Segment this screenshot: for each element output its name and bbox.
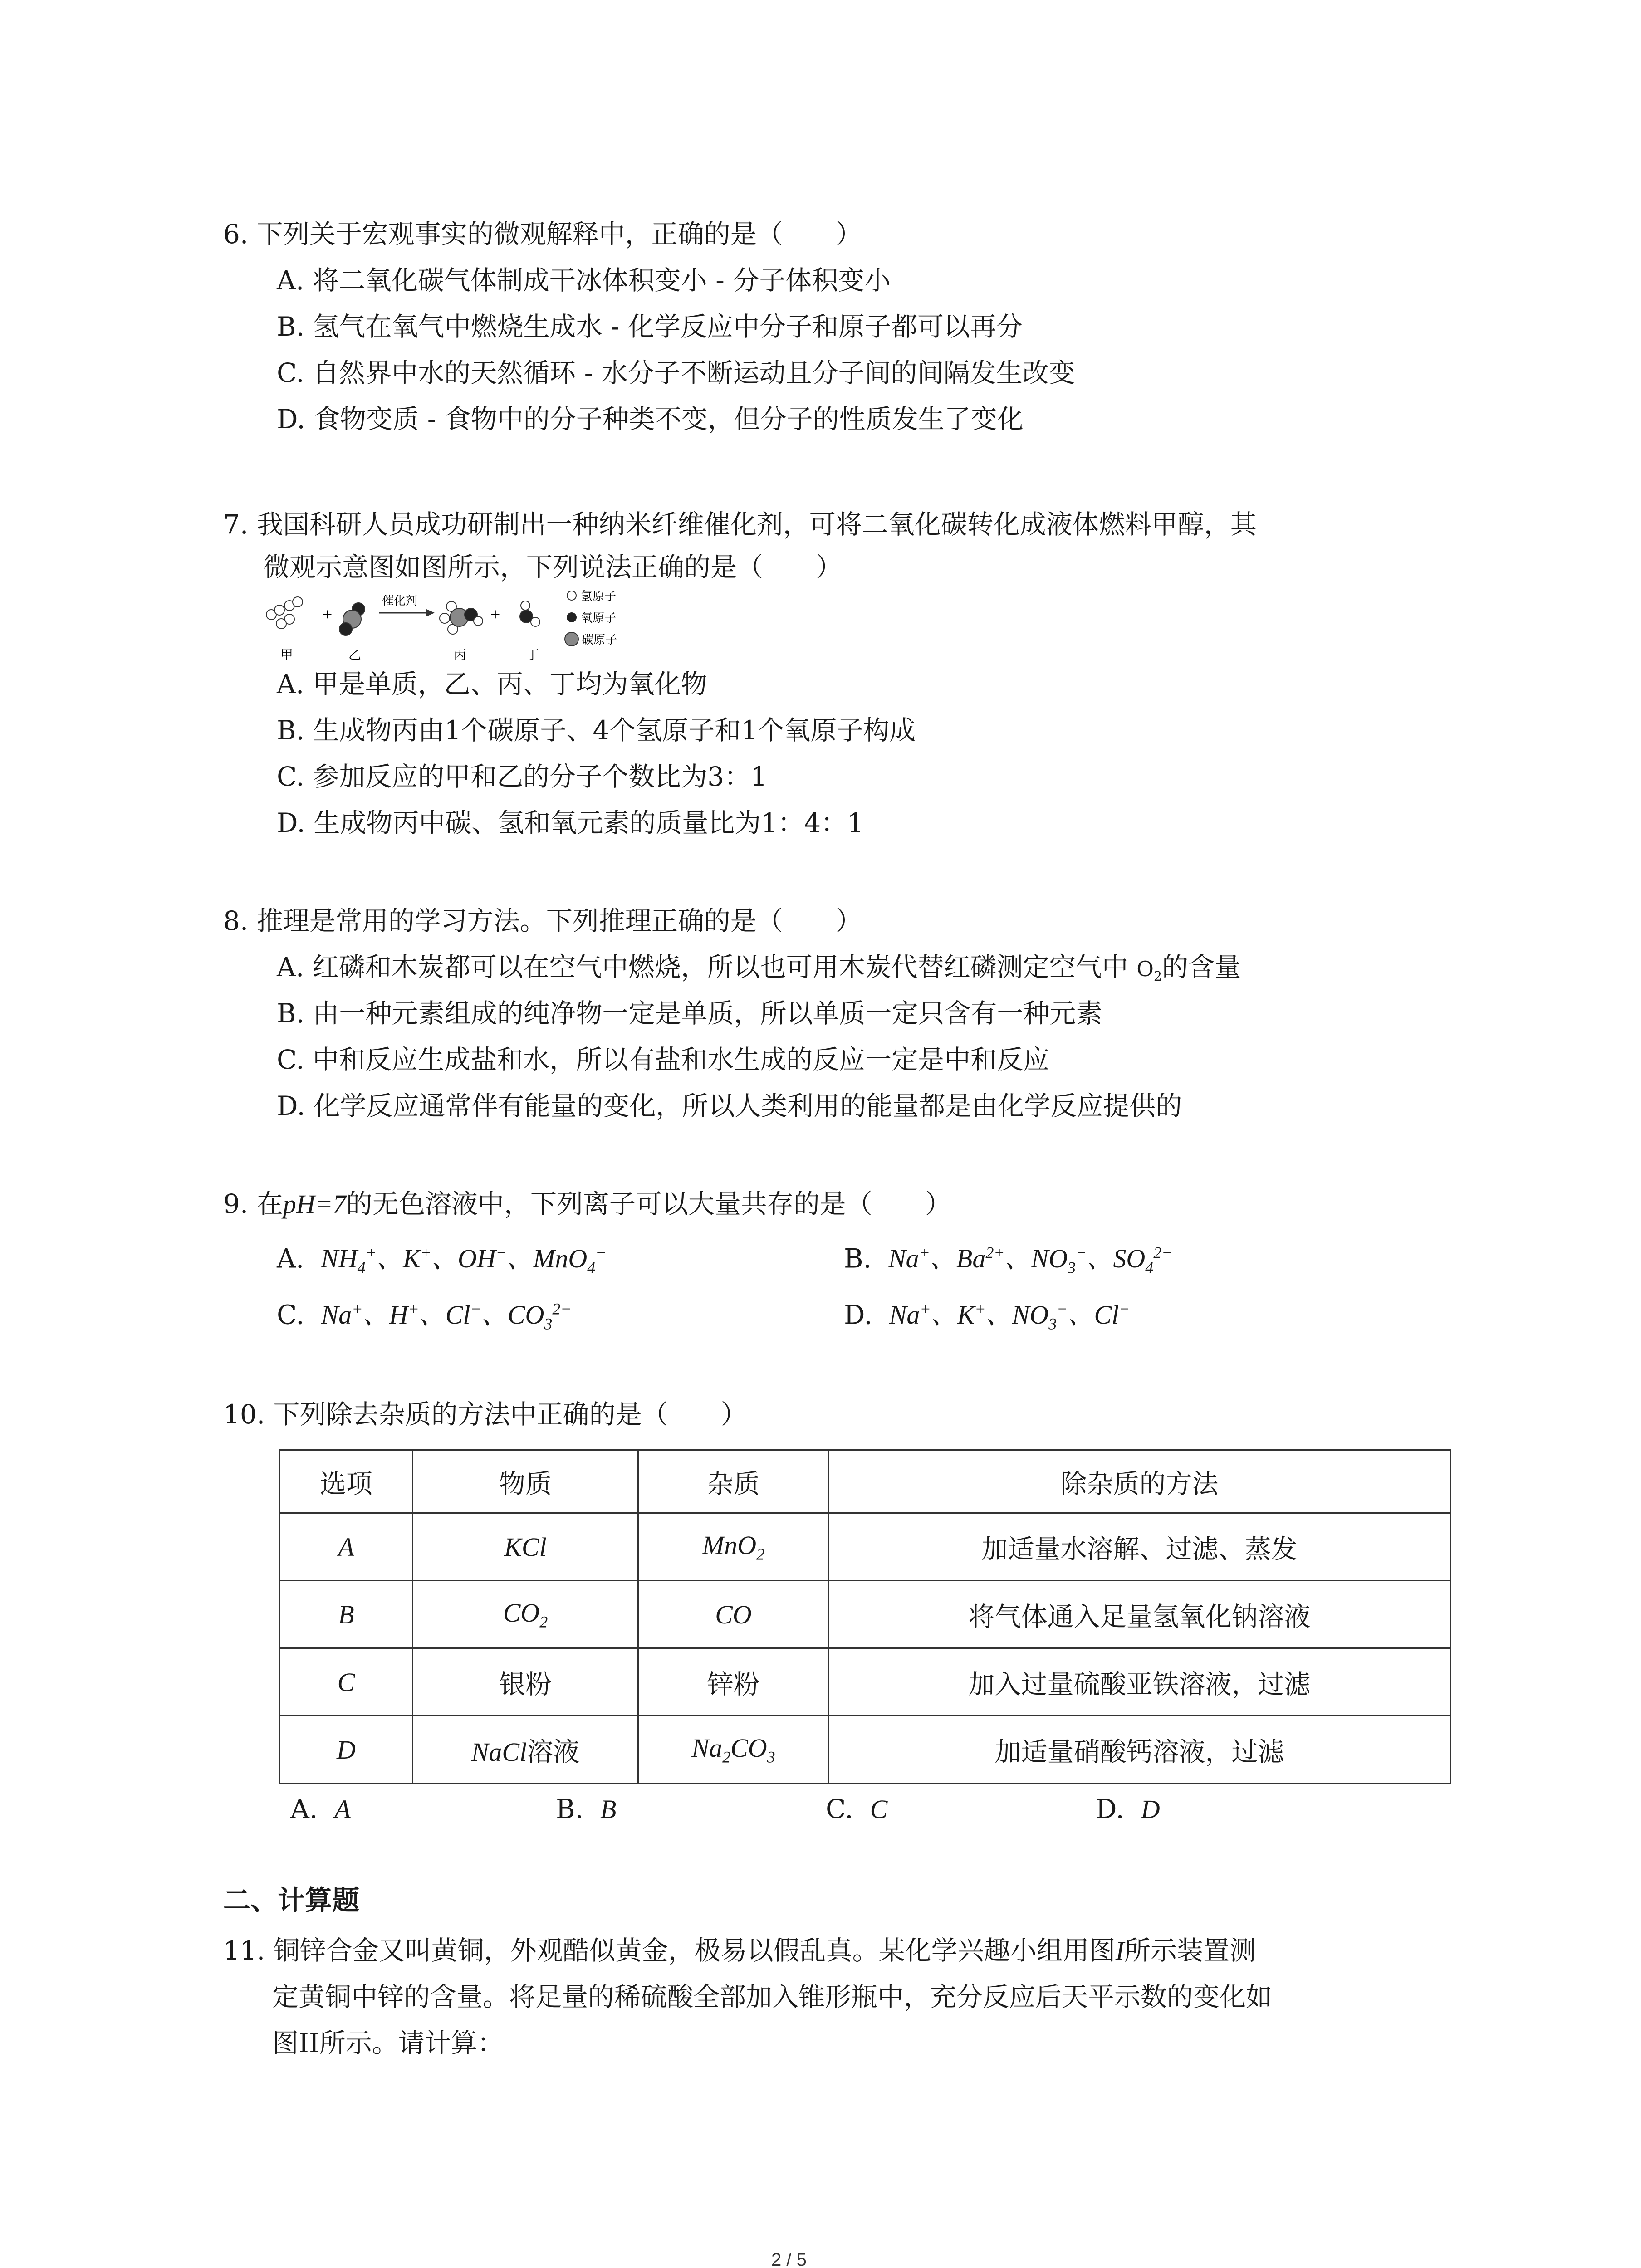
impurity-table <box>279 1449 1451 1784</box>
header-option: 选项 <box>280 1450 413 1513</box>
q8-stem: 8. 推理是常用的学习方法。下列推理正确的是（ ） <box>223 905 862 936</box>
table-row <box>280 1513 1450 1581</box>
q7-stem-line2: 微观示意图如图所示，下列说法正确的是（ ） <box>263 552 843 582</box>
q9-option-b: B. Na+、$Ba^{2+}$、$NO_3^-$、$SO_4^{2-}$ <box>844 1243 1173 1277</box>
cell-option: C <box>280 1648 413 1716</box>
header-substance: 物质 <box>413 1450 638 1513</box>
q9-option-d: D. Na+、K+、$NO_3^-$、Cl− <box>844 1299 1130 1333</box>
legend-h-label: 氢原子 <box>581 590 617 603</box>
q8-option-d: D. 化学反应通常伴有能量的变化，所以人类利用的能量都是由化学反应提供的 <box>277 1090 1182 1121</box>
q10-option-d: D. D <box>1096 1794 1160 1824</box>
q8-option-b: B. 由一种元素组成的纯净物一定是单质，所以单质一定只含有一种元素 <box>277 998 1102 1029</box>
header-impurity: 杂质 <box>638 1450 829 1513</box>
q8-a-tail: 的含量 <box>1162 952 1241 982</box>
molecule-ding <box>520 601 540 626</box>
cell-substance: 银粉 <box>413 1648 638 1716</box>
cell-option: B <box>280 1581 413 1648</box>
cell-method: 将气体通入足量氢氧化钠溶液 <box>829 1581 1450 1648</box>
q7-option-d: D. 生成物丙中碳、氢和氧元素的质量比为1：4：1 <box>277 807 864 838</box>
legend-c-icon <box>565 632 578 646</box>
cell-impurity: $Na_2CO_3$ <box>638 1716 829 1784</box>
section-title: 二、计算题 <box>223 1885 359 1916</box>
q9-stem: 9. 在pH=7的无色溶液中，下列离子可以大量共存的是（ ） <box>223 1188 951 1219</box>
cell-method: 加适量硝酸钙溶液，过滤 <box>829 1716 1450 1784</box>
q9-option-c: C. Na+、H+、Cl−、$CO_3^{2-}$ <box>277 1299 572 1333</box>
molecule-bing <box>440 601 483 634</box>
q10-option-a: A. A <box>290 1794 351 1824</box>
q7-stem-line1: 7. 我国科研人员成功研制出一种纳米纤维催化剂，可将二氧化碳转化成液体燃料甲醇，其 <box>223 509 1257 540</box>
q8-a-text: A. 红磷和木炭都可以在空气中燃烧，所以也可用木炭代替红磷测定空气中 <box>277 952 1137 982</box>
legend-h-icon <box>567 591 576 600</box>
cell-substance: NaCl溶液 <box>413 1716 638 1784</box>
table-row <box>280 1716 1450 1784</box>
legend-c-label: 碳原子 <box>582 633 617 647</box>
q6-option-c: C. 自然界中水的天然循环 - 水分子不断运动且分子间的间隔发生改变 <box>277 357 1075 388</box>
q10-option-c: C. C <box>826 1794 888 1824</box>
q6-option-a: A. 将二氧化碳气体制成干冰体积变小 - 分子体积变小 <box>277 265 891 296</box>
cell-impurity: MnO$_2$ <box>638 1513 829 1581</box>
q10-option-b: B. B <box>556 1794 617 1824</box>
cell-impurity: CO <box>638 1581 829 1648</box>
cell-substance: $CO_2$ <box>413 1581 638 1648</box>
q9-option-a: A. $NH_4^+$、K+、OH−、MnO$_4$− <box>277 1243 607 1277</box>
molecule-yi <box>339 603 365 635</box>
plus-sign-1: + <box>322 606 333 621</box>
cell-substance: KCl <box>413 1513 638 1581</box>
table-header-row <box>280 1450 1450 1513</box>
plus-sign-2: + <box>490 606 501 621</box>
label-ding: 丁 <box>526 647 539 662</box>
q11-line3: 图II所示。请计算： <box>272 2028 504 2058</box>
cell-option: D <box>280 1716 413 1784</box>
header-method: 除杂质的方法 <box>829 1450 1450 1513</box>
cell-method: 加入过量硫酸亚铁溶液，过滤 <box>829 1648 1450 1716</box>
q11-line2: 定黄铜中锌的含量。将足量的稀硫酸全部加入锥形瓶中，充分反应后天平示数的变化如 <box>272 1981 1273 2012</box>
q7-option-c: C. 参加反应的甲和乙的分子个数比为3：1 <box>277 761 767 792</box>
legend-o-icon <box>567 612 577 622</box>
q11-line1: 11. 铜锌合金又叫黄铜，外观酷似黄金，极易以假乱真。某化学兴趣小组用图I所示装置测 <box>223 1935 1256 1966</box>
label-yi: 乙 <box>348 647 362 662</box>
table-row <box>280 1581 1450 1648</box>
label-bing: 丙 <box>454 647 467 662</box>
cell-option: A <box>280 1513 413 1581</box>
cell-method: 加适量水溶解、过滤、蒸发 <box>829 1513 1450 1581</box>
legend-o-label: 氧原子 <box>581 611 617 625</box>
molecule-jia <box>266 597 303 629</box>
q6-option-b: B. 氢气在氧气中燃烧生成水 - 化学反应中分子和原子都可以再分 <box>277 311 1023 342</box>
page-number: 2 / 5 <box>771 2250 807 2268</box>
ph-formula: pH=7 <box>283 1189 346 1219</box>
q7-option-b: B. 生成物丙由1个碳原子、4个氢原子和1个氧原子构成 <box>277 715 916 746</box>
q8-option-c: C. 中和反应生成盐和水，所以有盐和水生成的反应一定是中和反应 <box>277 1044 1050 1075</box>
o2-formula: $O_2$ <box>1136 957 1162 984</box>
q7-option-a: A. 甲是单质，乙、丙、丁均为氧化物 <box>277 669 707 699</box>
arrow-head-icon <box>426 609 435 616</box>
q8-option-a <box>277 949 1241 995</box>
table-row <box>280 1648 1450 1716</box>
q6-stem: 6. 下列关于宏观事实的微观解释中，正确的是（ ） <box>223 219 862 249</box>
label-jia: 甲 <box>280 647 294 662</box>
cell-impurity: 锌粉 <box>638 1648 829 1716</box>
q10-stem: 10. 下列除去杂质的方法中正确的是（ ） <box>223 1399 747 1430</box>
catalyst-label: 催化剂 <box>382 594 418 608</box>
q6-option-d: D. 食物变质 - 食物中的分子种类不变，但分子的性质发生了变化 <box>277 404 1024 435</box>
reaction-diagram <box>263 583 671 665</box>
